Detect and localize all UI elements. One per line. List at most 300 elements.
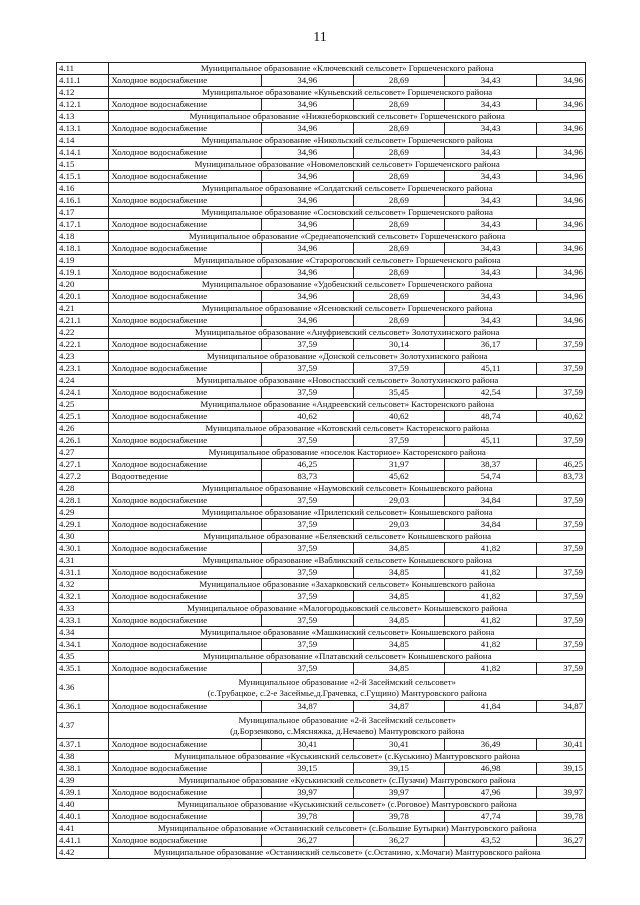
- table-row: [57, 387, 586, 399]
- tariff-value: 47,74: [445, 811, 537, 823]
- table-row: [57, 291, 586, 303]
- row-number: 4.37.1: [57, 739, 109, 751]
- table-row: [57, 147, 586, 159]
- service-name: Холодное водоснабжение: [109, 339, 261, 351]
- section-title: Муниципальное образование «Машкинский сельсовет» Конышевского района: [109, 627, 586, 639]
- row-number: 4.40.1: [57, 811, 109, 823]
- row-number: 4.21.1: [57, 315, 109, 327]
- service-name: Холодное водоснабжение: [109, 99, 261, 111]
- tariff-value: 39,97: [537, 787, 586, 799]
- row-number: 4.38.1: [57, 763, 109, 775]
- tariff-value: 34,96: [537, 291, 586, 303]
- tariff-value: 39,15: [353, 763, 445, 775]
- section-row: [57, 847, 586, 859]
- tariff-value: 37,59: [261, 519, 353, 531]
- tariff-value: 37,59: [261, 339, 353, 351]
- row-number: 4.13.1: [57, 123, 109, 135]
- section-title: Муниципальное образование «Ануфриевский сельсовет» Золотухинского района: [109, 327, 586, 339]
- table-row: [57, 663, 586, 675]
- row-number: 4.20: [57, 279, 109, 291]
- tariff-value: 46,25: [261, 459, 353, 471]
- section-row: [57, 255, 586, 267]
- section-row: [57, 159, 586, 171]
- tariff-value: 37,59: [537, 387, 586, 399]
- row-number: 4.24: [57, 375, 109, 387]
- section-row: [57, 627, 586, 639]
- table-row: [57, 591, 586, 603]
- tariff-value: 36,49: [445, 739, 537, 751]
- service-name: Водоотведение: [109, 471, 261, 483]
- section-row: [57, 823, 586, 835]
- tariff-value: 48,74: [445, 411, 537, 423]
- section-title: [109, 713, 586, 739]
- section-title: Муниципальное образование «Новомеловский сельсовет» Горшеченского района: [109, 159, 586, 171]
- section-row: [57, 531, 586, 543]
- service-name: Холодное водоснабжение: [109, 411, 261, 423]
- tariff-value: 45,62: [353, 471, 445, 483]
- tariff-value: 34,43: [445, 267, 537, 279]
- tariff-value: 34,85: [353, 639, 445, 651]
- service-name: Холодное водоснабжение: [109, 243, 261, 255]
- tariff-value: 30,14: [353, 339, 445, 351]
- tariff-value: 54,74: [445, 471, 537, 483]
- section-row: [57, 351, 586, 363]
- row-number: 4.30.1: [57, 543, 109, 555]
- tariff-value: 28,69: [353, 219, 445, 231]
- tariff-value: 34,84: [445, 519, 537, 531]
- table-row: [57, 99, 586, 111]
- tariff-value: 34,43: [445, 243, 537, 255]
- row-number: 4.27.1: [57, 459, 109, 471]
- row-number: 4.15.1: [57, 171, 109, 183]
- section-title: Муниципальное образование «Захарковский сельсовет» Конышевского района: [109, 579, 586, 591]
- tariff-value: 34,96: [537, 243, 586, 255]
- section-row: [57, 447, 586, 459]
- row-number: 4.24.1: [57, 387, 109, 399]
- tariff-value: 37,59: [261, 591, 353, 603]
- tariff-value: 47,96: [445, 787, 537, 799]
- row-number: 4.30: [57, 531, 109, 543]
- table-row: [57, 567, 586, 579]
- row-number: 4.25.1: [57, 411, 109, 423]
- tariff-value: 37,59: [537, 567, 586, 579]
- row-number: 4.16.1: [57, 195, 109, 207]
- tariff-value: 30,41: [353, 739, 445, 751]
- service-name: Холодное водоснабжение: [109, 459, 261, 471]
- table-row: [57, 363, 586, 375]
- tariff-value: 37,59: [261, 567, 353, 579]
- service-name: Холодное водоснабжение: [109, 567, 261, 579]
- table-row: [57, 835, 586, 847]
- tariff-value: 37,59: [261, 387, 353, 399]
- section-row: [57, 423, 586, 435]
- tariff-value: 34,43: [445, 315, 537, 327]
- service-name: Холодное водоснабжение: [109, 387, 261, 399]
- tariff-value: 41,82: [445, 567, 537, 579]
- service-name: Холодное водоснабжение: [109, 543, 261, 555]
- tariff-value: 28,69: [353, 147, 445, 159]
- tariff-value: 34,96: [261, 291, 353, 303]
- tariff-value: 34,96: [261, 267, 353, 279]
- row-number: 4.39.1: [57, 787, 109, 799]
- tariff-value: 37,59: [353, 435, 445, 447]
- row-number: 4.32: [57, 579, 109, 591]
- table-row: [57, 639, 586, 651]
- row-number: 4.17.1: [57, 219, 109, 231]
- table-row: [57, 763, 586, 775]
- tariff-value: 34,96: [261, 147, 353, 159]
- row-number: 4.36: [57, 675, 109, 701]
- section-row: [57, 87, 586, 99]
- tariff-value: 41,84: [445, 701, 537, 713]
- tariff-value: 34,96: [537, 267, 586, 279]
- row-number: 4.33.1: [57, 615, 109, 627]
- row-number: 4.31.1: [57, 567, 109, 579]
- tariff-value: 28,69: [353, 315, 445, 327]
- tariff-value: 40,62: [261, 411, 353, 423]
- section-title: Муниципальное образование «Андреевский сельсовет» Касторенского района: [109, 399, 586, 411]
- tariff-value: 34,96: [537, 147, 586, 159]
- section-row: [57, 713, 586, 739]
- row-number: 4.16: [57, 183, 109, 195]
- tariff-value: 39,97: [353, 787, 445, 799]
- tariff-value: 34,96: [261, 315, 353, 327]
- tariff-value: 34,87: [261, 701, 353, 713]
- section-row: [57, 775, 586, 787]
- section-title-line: (д.Борзенково, с.Мясняжка, д.Нечаево) Мантуровского района: [230, 725, 465, 736]
- section-row: [57, 375, 586, 387]
- tariff-value: 37,59: [537, 591, 586, 603]
- tariff-value: 41,82: [445, 615, 537, 627]
- row-number: 4.36.1: [57, 701, 109, 713]
- row-number: 4.26.1: [57, 435, 109, 447]
- tariff-value: 34,43: [445, 195, 537, 207]
- section-title: Муниципальное образование «Сосновский сельсовет» Горшеченского района: [109, 207, 586, 219]
- tariff-value: 34,96: [537, 123, 586, 135]
- table-row: [57, 123, 586, 135]
- tariff-value: 34,96: [261, 219, 353, 231]
- service-name: Холодное водоснабжение: [109, 739, 261, 751]
- tariff-value: 34,43: [445, 99, 537, 111]
- table-row: [57, 195, 586, 207]
- table-row: [57, 701, 586, 713]
- row-number: 4.29: [57, 507, 109, 519]
- tariff-value: 34,43: [445, 147, 537, 159]
- tariff-value: 37,59: [537, 435, 586, 447]
- section-title: Муниципальное образование «Ключевский сельсовет» Горшеченского района: [109, 63, 586, 75]
- service-name: Холодное водоснабжение: [109, 763, 261, 775]
- section-title: Муниципальное образование «Никольский сельсовет» Горшеченского района: [109, 135, 586, 147]
- section-title: [109, 675, 586, 701]
- section-row: [57, 399, 586, 411]
- row-number: 4.12.1: [57, 99, 109, 111]
- row-number: 4.29.1: [57, 519, 109, 531]
- tariff-value: 34,96: [537, 195, 586, 207]
- tariff-value: 34,43: [445, 75, 537, 87]
- section-row: [57, 63, 586, 75]
- tariff-value: 37,59: [537, 495, 586, 507]
- row-number: 4.40: [57, 799, 109, 811]
- row-number: 4.19.1: [57, 267, 109, 279]
- row-number: 4.34: [57, 627, 109, 639]
- tariff-value: 34,96: [537, 315, 586, 327]
- table-row: [57, 459, 586, 471]
- tariff-value: 34,85: [353, 591, 445, 603]
- tariff-value: 28,69: [353, 267, 445, 279]
- tariff-value: 34,43: [445, 123, 537, 135]
- tariff-value: 37,59: [261, 615, 353, 627]
- tariff-value: 37,59: [261, 639, 353, 651]
- tariff-value: 41,82: [445, 543, 537, 555]
- row-number: 4.17: [57, 207, 109, 219]
- service-name: Холодное водоснабжение: [109, 663, 261, 675]
- section-row: [57, 231, 586, 243]
- service-name: Холодное водоснабжение: [109, 615, 261, 627]
- tariff-value: 43,52: [445, 835, 537, 847]
- row-number: 4.32.1: [57, 591, 109, 603]
- tariff-value: 34,96: [261, 99, 353, 111]
- table-row: [57, 615, 586, 627]
- section-row: [57, 207, 586, 219]
- tariff-value: 39,97: [261, 787, 353, 799]
- tariff-value: 41,82: [445, 663, 537, 675]
- tariff-value: 37,59: [261, 543, 353, 555]
- row-number: 4.35.1: [57, 663, 109, 675]
- service-name: Холодное водоснабжение: [109, 639, 261, 651]
- tariff-value: 40,62: [353, 411, 445, 423]
- row-number: 4.25: [57, 399, 109, 411]
- tariff-value: 83,73: [537, 471, 586, 483]
- tariff-value: 37,59: [537, 543, 586, 555]
- section-title: Муниципальное образование «Ясеновский сельсовет» Горшеченского района: [109, 303, 586, 315]
- section-title-line: Муниципальное образование «2-й Засеймский сельсовет»: [238, 676, 456, 687]
- section-row: [57, 579, 586, 591]
- table-row: [57, 411, 586, 423]
- tariff-value: 83,73: [261, 471, 353, 483]
- section-title: Муниципальное образование «Среднеапочепский сельсовет» Горшеченского района: [109, 231, 586, 243]
- row-number: 4.35: [57, 651, 109, 663]
- tariff-value: 34,87: [537, 701, 586, 713]
- tariff-value: 38,37: [445, 459, 537, 471]
- tariff-value: 34,85: [353, 663, 445, 675]
- row-number: 4.22: [57, 327, 109, 339]
- section-title: Муниципальное образование «Удобенский сельсовет» Горшеченского района: [109, 279, 586, 291]
- row-number: 4.21: [57, 303, 109, 315]
- row-number: 4.28: [57, 483, 109, 495]
- section-row: [57, 111, 586, 123]
- tariff-value: 28,69: [353, 171, 445, 183]
- section-title: Муниципальное образование «Беляевский сельсовет» Конышевского района: [109, 531, 586, 543]
- table-row: [57, 471, 586, 483]
- section-row: [57, 799, 586, 811]
- tariff-value: 46,25: [537, 459, 586, 471]
- row-number: 4.26: [57, 423, 109, 435]
- section-title: Муниципальное образование «Нижнеборковский сельсовет» Горшеченского района: [109, 111, 586, 123]
- section-title: Муниципальное образование «Останинский сельсовет» (с.Большие Бутырки) Мантуровского района: [109, 823, 586, 835]
- table-row: [57, 519, 586, 531]
- row-number: 4.28.1: [57, 495, 109, 507]
- service-name: Холодное водоснабжение: [109, 171, 261, 183]
- row-number: 4.27.2: [57, 471, 109, 483]
- tariff-value: 39,15: [261, 763, 353, 775]
- section-row: [57, 555, 586, 567]
- tariff-value: 34,43: [445, 219, 537, 231]
- tariff-value: 36,17: [445, 339, 537, 351]
- tariff-value: 42,54: [445, 387, 537, 399]
- table-row: [57, 787, 586, 799]
- table-row: [57, 171, 586, 183]
- tariff-value: 40,62: [537, 411, 586, 423]
- section-title: Муниципальное образование «Останинский сельсовет» (с.Останино, х.Мочаги) Мантуровского района: [109, 847, 586, 859]
- table-row: [57, 75, 586, 87]
- row-number: 4.27: [57, 447, 109, 459]
- row-number: 4.11: [57, 63, 109, 75]
- tariff-value: 37,59: [353, 363, 445, 375]
- row-number: 4.23: [57, 351, 109, 363]
- tariff-value: 37,59: [261, 363, 353, 375]
- tariff-value: 34,96: [261, 243, 353, 255]
- tariff-value: 39,78: [353, 811, 445, 823]
- service-name: Холодное водоснабжение: [109, 123, 261, 135]
- tariff-value: 34,96: [537, 99, 586, 111]
- section-title-line: (с.Трубацкое, с.2-е Засеймье,д.Грачевка, с.Гущино) Мантуровского района: [207, 687, 487, 698]
- tariff-value: 41,82: [445, 591, 537, 603]
- tariff-value: 45,11: [445, 435, 537, 447]
- service-name: Холодное водоснабжение: [109, 267, 261, 279]
- tariff-value: 41,82: [445, 639, 537, 651]
- service-name: Холодное водоснабжение: [109, 363, 261, 375]
- table-row: [57, 315, 586, 327]
- tariff-value: 28,69: [353, 75, 445, 87]
- section-row: [57, 751, 586, 763]
- tariff-value: 28,69: [353, 99, 445, 111]
- tariff-value: 30,41: [537, 739, 586, 751]
- section-row: [57, 603, 586, 615]
- tariff-value: 39,78: [261, 811, 353, 823]
- row-number: 4.19: [57, 255, 109, 267]
- row-number: 4.13: [57, 111, 109, 123]
- tariff-value: 34,87: [353, 701, 445, 713]
- tariff-value: 37,59: [537, 639, 586, 651]
- row-number: 4.31: [57, 555, 109, 567]
- section-row: [57, 483, 586, 495]
- row-number: 4.38: [57, 751, 109, 763]
- tariff-value: 36,27: [261, 835, 353, 847]
- section-title: Муниципальное образование «Куньевский сельсовет» Горшеченского района: [109, 87, 586, 99]
- tariff-value: 30,41: [261, 739, 353, 751]
- section-title: Муниципальное образование «Новоспасский сельсовет» Золотухинского района: [109, 375, 586, 387]
- row-number: 4.15: [57, 159, 109, 171]
- tariff-value: 46,98: [445, 763, 537, 775]
- tariff-value: 37,59: [537, 663, 586, 675]
- tariff-value: 34,85: [353, 543, 445, 555]
- section-title: Муниципальное образование «Куськинский сельсовет» (с.Куськино) Мантуровского района: [109, 751, 586, 763]
- row-number: 4.41: [57, 823, 109, 835]
- row-number: 4.39: [57, 775, 109, 787]
- tariff-value: 35,45: [353, 387, 445, 399]
- row-number: 4.22.1: [57, 339, 109, 351]
- row-number: 4.34.1: [57, 639, 109, 651]
- tariff-value: 34,84: [445, 495, 537, 507]
- tariff-value: 37,59: [261, 495, 353, 507]
- tariff-value: 28,69: [353, 243, 445, 255]
- service-name: Холодное водоснабжение: [109, 435, 261, 447]
- table-row: [57, 495, 586, 507]
- table-row: [57, 543, 586, 555]
- tariff-value: 36,27: [353, 835, 445, 847]
- service-name: Холодное водоснабжение: [109, 519, 261, 531]
- tariff-value: 28,69: [353, 123, 445, 135]
- tariff-value: 39,78: [537, 811, 586, 823]
- section-title: Муниципальное образование «Котовский сельсовет» Касторенского района: [109, 423, 586, 435]
- tariff-value: 28,69: [353, 291, 445, 303]
- service-name: Холодное водоснабжение: [109, 147, 261, 159]
- section-row: [57, 135, 586, 147]
- service-name: Холодное водоснабжение: [109, 495, 261, 507]
- tariff-value: 31,97: [353, 459, 445, 471]
- table-row: [57, 811, 586, 823]
- row-number: 4.18.1: [57, 243, 109, 255]
- table-row: [57, 219, 586, 231]
- tariff-value: 34,43: [445, 171, 537, 183]
- tariff-value: 34,96: [537, 171, 586, 183]
- row-number: 4.41.1: [57, 835, 109, 847]
- row-number: 4.23.1: [57, 363, 109, 375]
- service-name: Холодное водоснабжение: [109, 291, 261, 303]
- section-row: [57, 183, 586, 195]
- row-number: 4.11.1: [57, 75, 109, 87]
- table-row: [57, 339, 586, 351]
- row-number: 4.33: [57, 603, 109, 615]
- service-name: Холодное водоснабжение: [109, 315, 261, 327]
- tariff-value: 28,69: [353, 195, 445, 207]
- service-name: Холодное водоснабжение: [109, 591, 261, 603]
- tariff-value: 39,15: [537, 763, 586, 775]
- tariff-value: 36,27: [537, 835, 586, 847]
- section-title: Муниципальное образование «Малогородьковский сельсовет» Конышевского района: [109, 603, 586, 615]
- tariff-value: 34,96: [261, 123, 353, 135]
- tariff-value: 37,59: [537, 519, 586, 531]
- tariff-value: 34,96: [537, 219, 586, 231]
- tariff-table: [56, 62, 586, 859]
- tariff-value: 34,85: [353, 567, 445, 579]
- section-row: [57, 675, 586, 701]
- section-title: Муниципальное образование «Прилепский сельсовет» Конышевского района: [109, 507, 586, 519]
- section-row: [57, 279, 586, 291]
- tariff-value: 29,03: [353, 495, 445, 507]
- table-row: [57, 435, 586, 447]
- section-title: Муниципальное образование «Платавский сельсовет» Конышевского района: [109, 651, 586, 663]
- tariff-value: 29,03: [353, 519, 445, 531]
- table-row: [57, 243, 586, 255]
- service-name: Холодное водоснабжение: [109, 75, 261, 87]
- service-name: Холодное водоснабжение: [109, 195, 261, 207]
- tariff-value: 34,96: [261, 195, 353, 207]
- service-name: Холодное водоснабжение: [109, 701, 261, 713]
- row-number: 4.37: [57, 713, 109, 739]
- section-title: Муниципальное образование «Солдатский сельсовет» Горшеченского района: [109, 183, 586, 195]
- section-row: [57, 507, 586, 519]
- tariff-value: 34,43: [445, 291, 537, 303]
- tariff-value: 45,11: [445, 363, 537, 375]
- section-row: [57, 327, 586, 339]
- service-name: Холодное водоснабжение: [109, 219, 261, 231]
- section-title: Муниципальное образование «Старороговский сельсовет» Горшеченского района: [109, 255, 586, 267]
- service-name: Холодное водоснабжение: [109, 811, 261, 823]
- page-number: 11: [313, 30, 327, 45]
- tariff-value: 34,96: [537, 75, 586, 87]
- row-number: 4.20.1: [57, 291, 109, 303]
